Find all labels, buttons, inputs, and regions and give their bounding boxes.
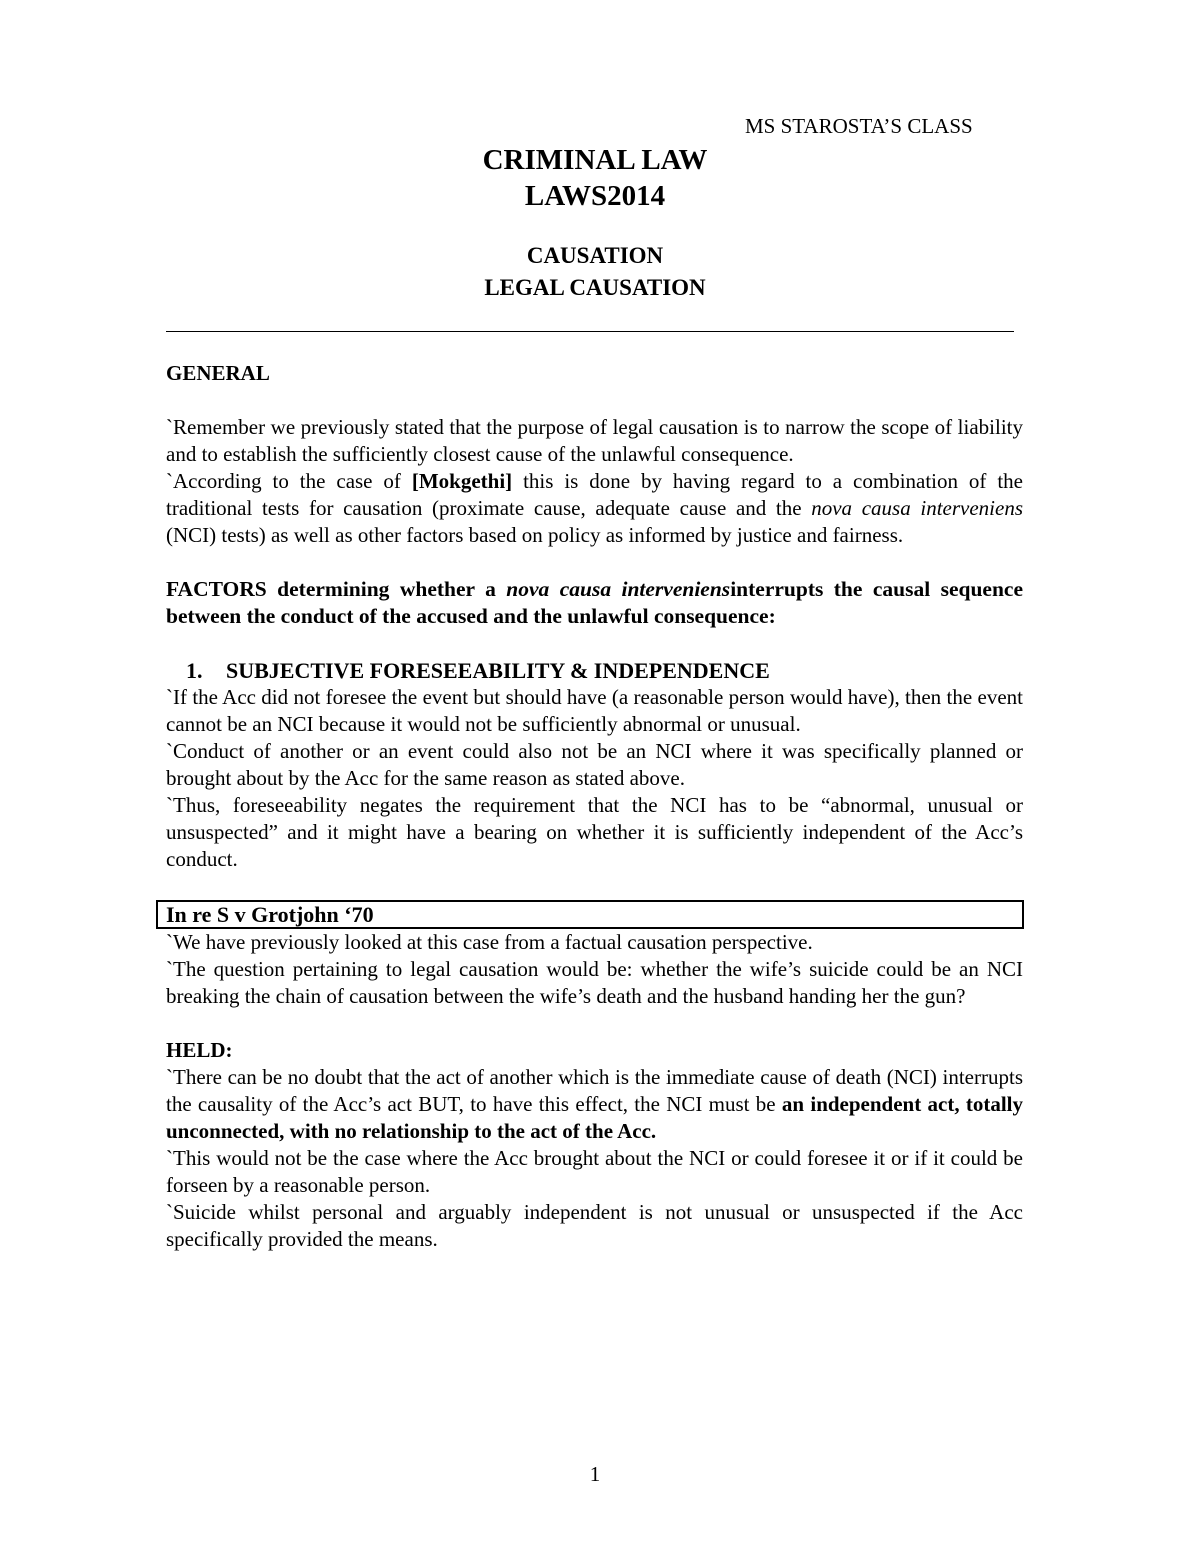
course-code: LAWS2014 <box>524 180 666 212</box>
held-paragraph-3: `Suicide whilst personal and arguably independent is not unusual or unsuspected if the Acc specifically provided the means. <box>166 1200 1023 1251</box>
section-1-heading: 1. SUBJECTIVE FORESEEABILITY & INDEPENDENCE <box>186 658 770 683</box>
section-1-paragraph-2: `Conduct of another or an event could also not be an NCI where it was specifically planned or brought about by the Acc for the same reason as stated above. <box>166 739 1023 790</box>
case-title-box: In re S v Grotjohn ‘70 <box>156 900 1024 929</box>
topic-title: CAUSATION <box>526 243 664 268</box>
held-paragraph-2: `This would not be the case where the Acc brought about the NCI or could foresee it or if it could be forseen by a reasonable person. <box>166 1146 1023 1197</box>
case-paragraph-1: `We have previously looked at this case from a factual causation perspective. <box>166 930 813 954</box>
general-paragraph-1: `Remember we previously stated that the purpose of legal causation is to narrow the scope of liability and to establish the sufficiently closest cause of the unlawful consequence. <box>166 415 1023 466</box>
held-paragraph-1: `There can be no doubt that the act of another which is the immediate cause of death (NCI) interrupts the causality of the Acc’s act BUT, to have this effect, the NCI must be an independent act, totally unconnected, with no relationship to the act of the Acc. <box>166 1065 1024 1143</box>
subtopic-title: LEGAL CAUSATION <box>484 275 706 300</box>
case-name-mokgethi: [Mokgethi] <box>411 469 513 493</box>
horizontal-rule <box>166 331 1014 332</box>
general-paragraph-2: `According to the case of [Mokgethi] this is done by having regard to a combination of the traditional tests for causation (proximate cause, adequate cause and the nova causa interveniens (NCI) tests) as well as other factors based on policy as informed by justice and fairness. <box>166 469 1023 547</box>
section-1-paragraph-3: `Thus, foreseeability negates the requirement that the NCI has to be “abnormal, unusual or unsuspected” and it might have a bearing on whether it is sufficiently independent of the Acc’s conduct. <box>166 793 1023 871</box>
document-body <box>166 360 1023 1253</box>
page-number: 1 <box>589 1462 601 1486</box>
held-heading: HELD: <box>166 1038 233 1062</box>
title-block <box>0 142 1190 304</box>
general-heading: GENERAL <box>166 361 270 385</box>
course-title: CRIMINAL LAW <box>482 144 708 176</box>
class-label: MS STAROSTA’S CLASS <box>745 114 973 138</box>
section-1-paragraph-1: `If the Acc did not foresee the event but should have (a reasonable person would have), then the event cannot be an NCI because it would not be sufficiently abnormal or unusual. <box>166 685 1023 736</box>
case-paragraph-2: `The question pertaining to legal causation would be: whether the wife’s suicide could be an NCI breaking the chain of causation between the wife’s death and the husband handing her the gun? <box>166 957 1023 1008</box>
factors-heading: FACTORS determining whether a nova causa interveniensinterrupts the causal sequence between the conduct of the accused and the unlawful consequence: <box>166 577 1024 628</box>
